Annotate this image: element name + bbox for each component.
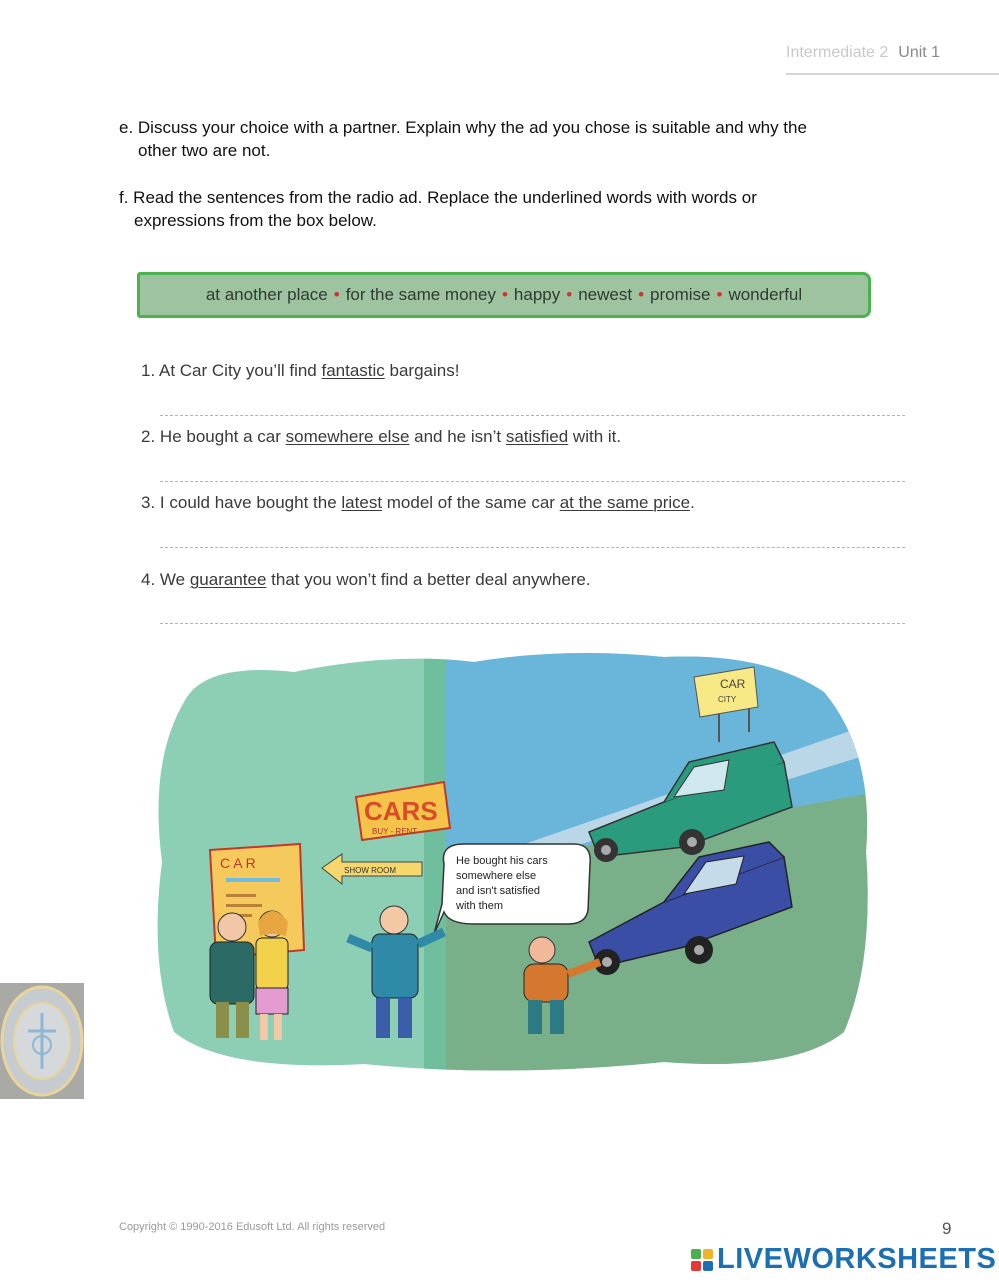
speech-line-3: and isn't satisfied bbox=[456, 885, 541, 897]
liveworksheets-brand[interactable] bbox=[690, 1243, 996, 1276]
underlined-word: latest bbox=[341, 493, 383, 512]
item-text: with it. bbox=[568, 427, 622, 446]
liveworksheets-logo-icon bbox=[690, 1248, 714, 1272]
car-city-sign-line1: CAR bbox=[720, 677, 746, 691]
underlined-word: fantastic bbox=[321, 361, 385, 380]
item-text: that you won’t find a better deal anywhere. bbox=[266, 570, 591, 589]
item-number: 3. bbox=[141, 493, 156, 512]
underlined-word: guarantee bbox=[189, 570, 267, 589]
underlined-word: somewhere else bbox=[285, 427, 410, 446]
unit-label: Unit 1 bbox=[898, 44, 941, 61]
poster-title: C A R bbox=[220, 855, 256, 871]
item-text: and he isn’t bbox=[409, 427, 506, 446]
item-text: . bbox=[690, 493, 695, 512]
item-text: He bought a car bbox=[159, 427, 286, 446]
speech-line-2: somewhere else bbox=[456, 870, 537, 882]
exercise-item-2 bbox=[141, 427, 621, 447]
page-number: 9 bbox=[942, 1219, 952, 1238]
item-number: 2. bbox=[141, 427, 156, 446]
item-text: model of the same car bbox=[382, 493, 560, 512]
cars-sign-sub: BUY - RENT bbox=[372, 827, 418, 836]
instruction-e-line1: e. Discuss your choice with a partner. Explain why the ad you chose is suitable and why the bbox=[119, 118, 807, 137]
exercise-item-4 bbox=[141, 570, 591, 590]
word-option: wonderful bbox=[728, 285, 803, 304]
item-text: We bbox=[159, 570, 190, 589]
speech-line-4: with them bbox=[456, 900, 504, 912]
course-name: Intermediate 2 bbox=[786, 44, 889, 61]
item-text: At Car City you’ll find bbox=[158, 361, 322, 380]
car-city-sign-line2: CITY bbox=[718, 695, 737, 704]
word-option: at another place bbox=[205, 285, 328, 304]
underlined-word: at the same price bbox=[559, 493, 691, 512]
bullet-dot: • bbox=[638, 285, 645, 304]
bullet-dot: • bbox=[333, 285, 340, 304]
cars-sign-title: CARS bbox=[364, 796, 438, 826]
instruction-e bbox=[119, 116, 807, 162]
building-corner bbox=[424, 632, 446, 1078]
bullet-dot: • bbox=[501, 285, 508, 304]
showroom-label: SHOW ROOM bbox=[344, 866, 396, 875]
speech-line-1: He bought his cars bbox=[456, 855, 548, 867]
bullet-dot: • bbox=[566, 285, 573, 304]
answer-field-4[interactable] bbox=[160, 603, 905, 624]
word-box bbox=[137, 272, 871, 318]
word-option: for the same money bbox=[345, 285, 496, 304]
instruction-f-line2: expressions from the box below. bbox=[134, 211, 377, 230]
instruction-e-line2: other two are not. bbox=[138, 141, 271, 160]
copyright-notice: Copyright © 1990-2016 Edusoft Ltd. All rights reserved bbox=[119, 1221, 386, 1233]
bullet-dot: • bbox=[716, 285, 723, 304]
item-text: bargains! bbox=[384, 361, 460, 380]
underlined-word: satisfied bbox=[505, 427, 569, 446]
page-header bbox=[786, 44, 940, 62]
car-dealership-illustration bbox=[144, 632, 876, 1078]
answer-field-3[interactable] bbox=[160, 527, 905, 548]
word-option: newest bbox=[578, 285, 633, 304]
item-number: 4. bbox=[141, 570, 156, 589]
instruction-f bbox=[119, 186, 757, 232]
item-number: 1. bbox=[141, 361, 156, 380]
answer-field-2[interactable] bbox=[160, 461, 905, 482]
instruction-f-line1: f. Read the sentences from the radio ad. Replace the underlined words with words or bbox=[119, 188, 757, 207]
item-text: I could have bought the bbox=[159, 493, 342, 512]
word-option: promise bbox=[650, 285, 711, 304]
brand-name: LIVEWORKSHEETS bbox=[717, 1243, 997, 1275]
word-option: happy bbox=[513, 285, 561, 304]
exercise-item-1 bbox=[141, 361, 459, 381]
answer-field-1[interactable] bbox=[160, 395, 905, 416]
university-seal bbox=[0, 983, 84, 1099]
header-rule bbox=[786, 73, 999, 75]
speech-bubble bbox=[434, 844, 590, 934]
exercise-item-3 bbox=[141, 493, 695, 513]
